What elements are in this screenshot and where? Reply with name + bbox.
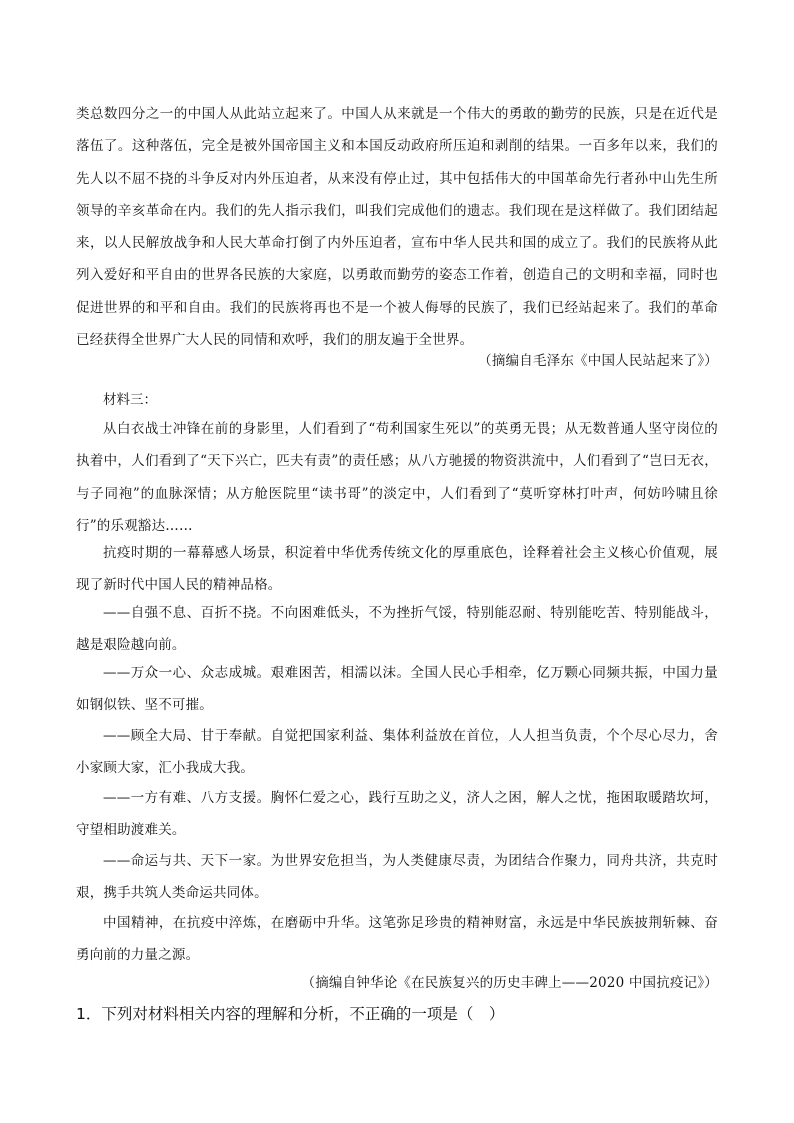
material-three-paragraph-8: 中国精神，在抗疫中淬炼，在磨砺中升华。这笔弥足珍贵的精神财富，永远是中华民族披荆斩棘、奋勇向前的力量之源。 (76, 915, 718, 964)
material-three-source: （摘编自钟华论《在民族复兴的历史丰碑上——2020 中国抗疫记》） (301, 975, 718, 991)
material-three-paragraph-4: ——万众一心、众志成城。艰难困苦，相濡以沫。全国人民心手相牵，亿万颗心同频共振，中国力量如钢似铁、坚不可摧。 (76, 665, 718, 714)
question-1-prompt: 1．下列对材料相关内容的理解和分析，不正确的一项是（ ） (76, 1005, 505, 1023)
material-three-label: 材料三： (103, 392, 157, 408)
material-two-source: （摘编自毛泽东《中国人民站起来了》） (478, 353, 718, 369)
material-three-paragraph-2: 抗疫时期的一幕幕感人场景，积淀着中华优秀传统文化的厚重底色，诠释着社会主义核心价值观，展现了新时代中国人民的精神品格。 (76, 545, 718, 594)
material-three-paragraph-6: ——一方有难、八方支援。胸怀仁爱之心，践行互助之义，济人之困，解人之忧，拖困取暖踏坎坷，守望相助渡难关。 (76, 790, 718, 839)
material-three-paragraph-7: ——命运与共、天下一家。为世界安危担当，为人类健康尽责，为团结合作聚力，同舟共济，共克时艰，携手共筑人类命运共同体。 (76, 853, 718, 902)
material-three-paragraph-3: ——自强不息、百折不挠。不向困难低头，不为挫折气馁，特别能忍耐、特别能吃苦、特别能战斗，越是艰险越向前。 (76, 605, 718, 654)
material-two-body: 类总数四分之一的中国人从此站立起来了。中国人从来就是一个伟大的勇敢的勤劳的民族，只是在近代是落伍了。这种落伍，完全是被外国帝国主义和本国反动政府所压迫和剥削的结果。一百多年以来，我们的先人以不屈不挠的斗争反对内外压迫者，从来没有停止过，其中包括伟大的中国革命先行者孙中山先生所领导的辛亥革命在内。我们的先人指示我们，叫我们完成他们的遗志。我们现在是这样做了。我们团结起来，以人民解放战争和人民大革命打倒了内外压迫者，宣布中华人民共和国的成立了。我们的民族将从此列入爱好和平自由的世界各民族的大家庭，以勇敢而勤劳的姿态工作着，创造自己的文明和幸福，同时也促进世界的和平和自由。我们的民族将再也不是一个被人侮辱的民族了，我们已经站起来了。我们的革命已经获得全世界广大人民的同情和欢呼，我们的朋友遍于全世界。 (76, 106, 718, 349)
material-three-paragraph-1: 从白衣战士冲锋在前的身影里，人们看到了“苟利国家生死以”的英勇无畏；从无数普通人坚守岗位的执着中，人们看到了“天下兴亡，匹夫有责”的责任感；从八方驰援的物资洪流中，人们看到了“岂曰无衣，与子同袍”的血脉深情；从方舱医院里“读书哥”的淡定中，人们看到了“莫听穿林打叶声，何妨吟啸且徐行”的乐观豁达…… (76, 421, 718, 534)
material-three-paragraph-5: ——顾全大局、甘于奉献。自觉把国家利益、集体利益放在首位，人人担当负责，个个尽心尽力，舍小家顾大家，汇小我成大我。 (76, 728, 718, 777)
